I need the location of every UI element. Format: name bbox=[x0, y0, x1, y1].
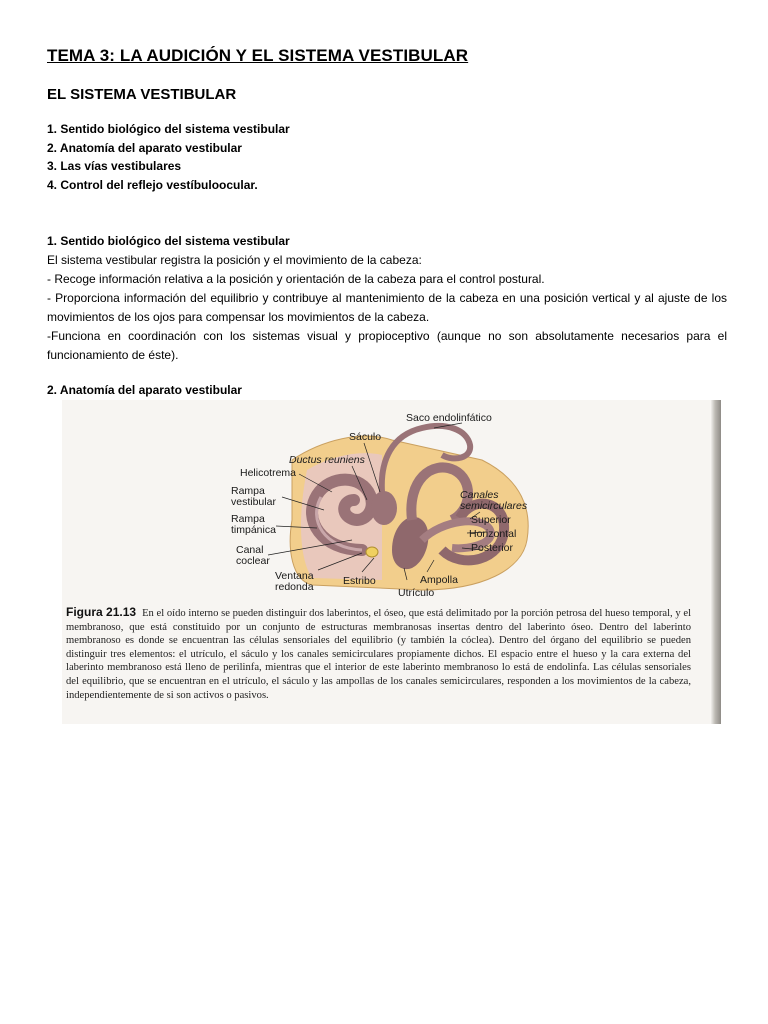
section-title: EL SISTEMA VESTIBULAR bbox=[47, 86, 237, 103]
figure-caption-text: En el oído interno se pueden distinguir dos laberintos, el óseo, que está delimitado por la porción petrosa del hueso temporal, y el membranoso, que está constituido por un conjunto de estructuras membranosas insertas dentro del laberinto óseo. Dentro del laberinto membranoso es donde se encuentran las células sensoriales del equilibrio (y también la cóclea). Dentro del órgano del equilibrio se pueden distinguir tres elementos: el utrículo, el sáculo y los canales semicirculares propiamente dichos. El espacio entre el hueso y la cara externa del laberinto membranoso está lleno de perilinfa, mientras que el interior de este laberinto membranoso lo está de endolinfa. Las células sensoriales del equilibrio, que se encuentran en el utrículo, el sáculo y las ampollas de los canales semicirculares, responden a los movimientos de la cabeza, independientemente de si son activos o pasivos. bbox=[66, 608, 692, 701]
toc-item: 1. Sentido biológico del sistema vestibular bbox=[47, 122, 290, 136]
label-saccule: Sáculo bbox=[349, 431, 382, 443]
toc-item: 4. Control del reflejo vestíbuloocular. bbox=[47, 177, 258, 192]
toc-item: 3. Las vías vestibulares bbox=[47, 159, 182, 173]
section-1-bullet: - Recoge información relativa a la posición y orientación de la cabeza para el control postural. bbox=[47, 272, 545, 286]
label-round-window: redonda bbox=[275, 581, 314, 593]
label-semicircular-canals: semicirculares bbox=[460, 500, 528, 512]
section-2-heading: 2. Anatomía del aparato vestibular bbox=[47, 383, 242, 397]
inner-ear-illustration bbox=[62, 400, 721, 605]
label-utricle: Utrículo bbox=[398, 587, 435, 599]
section-1-bullet: - Proporciona información del equilibrio y contribuye al mantenimiento de la cabeza en una posición vertical y al ajuste de los movimientos de los ojos para compensar los movimientos de la cabeza. bbox=[47, 291, 727, 324]
label-scala-tympani: timpánica bbox=[231, 524, 276, 536]
label-round-window: Ventana bbox=[275, 570, 314, 582]
label-scala-vestibuli: vestibular bbox=[231, 496, 276, 508]
label-semicircular-canals: Canales bbox=[460, 489, 499, 501]
section-1 bbox=[47, 232, 727, 365]
label-scala-vestibuli: Rampa bbox=[231, 485, 265, 497]
label-superior-canal: Superior bbox=[471, 514, 511, 526]
section-1-heading: 1. Sentido biológico del sistema vestibular bbox=[47, 234, 290, 248]
page-title: TEMA 3: LA AUDICIÓN Y EL SISTEMA VESTIBULAR bbox=[47, 46, 469, 65]
label-stapes: Estribo bbox=[343, 575, 376, 587]
label-horizontal-canal: Horizontal bbox=[469, 528, 517, 540]
label-endolymphatic-sac: Saco endolinfático bbox=[406, 412, 492, 424]
label-posterior-canal: Posterior bbox=[471, 542, 514, 554]
label-scala-tympani: Rampa bbox=[231, 513, 265, 525]
section-1-bullet: -Funciona en coordinación con los sistemas visual y propioceptivo (aunque no son absolutamente necesarios para el funcionamiento de éste). bbox=[47, 329, 727, 362]
saccule bbox=[371, 491, 397, 525]
stapes bbox=[366, 547, 378, 557]
scan-edge-shadow bbox=[711, 400, 721, 724]
label-ampulla: Ampolla bbox=[420, 574, 458, 586]
table-of-contents bbox=[47, 120, 290, 194]
toc-item: 2. Anatomía del aparato vestibular bbox=[47, 140, 242, 155]
figure-vestibular-anatomy bbox=[62, 400, 721, 724]
label-helicotrema: Helicotrema bbox=[240, 467, 297, 479]
label-cochlear-duct: Canal bbox=[236, 544, 264, 556]
label-cochlear-duct: coclear bbox=[236, 555, 270, 567]
figure-caption bbox=[66, 606, 691, 702]
label-ductus-reuniens: Ductus reuniens bbox=[289, 454, 365, 466]
section-1-intro: El sistema vestibular registra la posición y el movimiento de la cabeza: bbox=[47, 253, 422, 267]
figure-number: Figura 21.13 bbox=[66, 605, 137, 619]
